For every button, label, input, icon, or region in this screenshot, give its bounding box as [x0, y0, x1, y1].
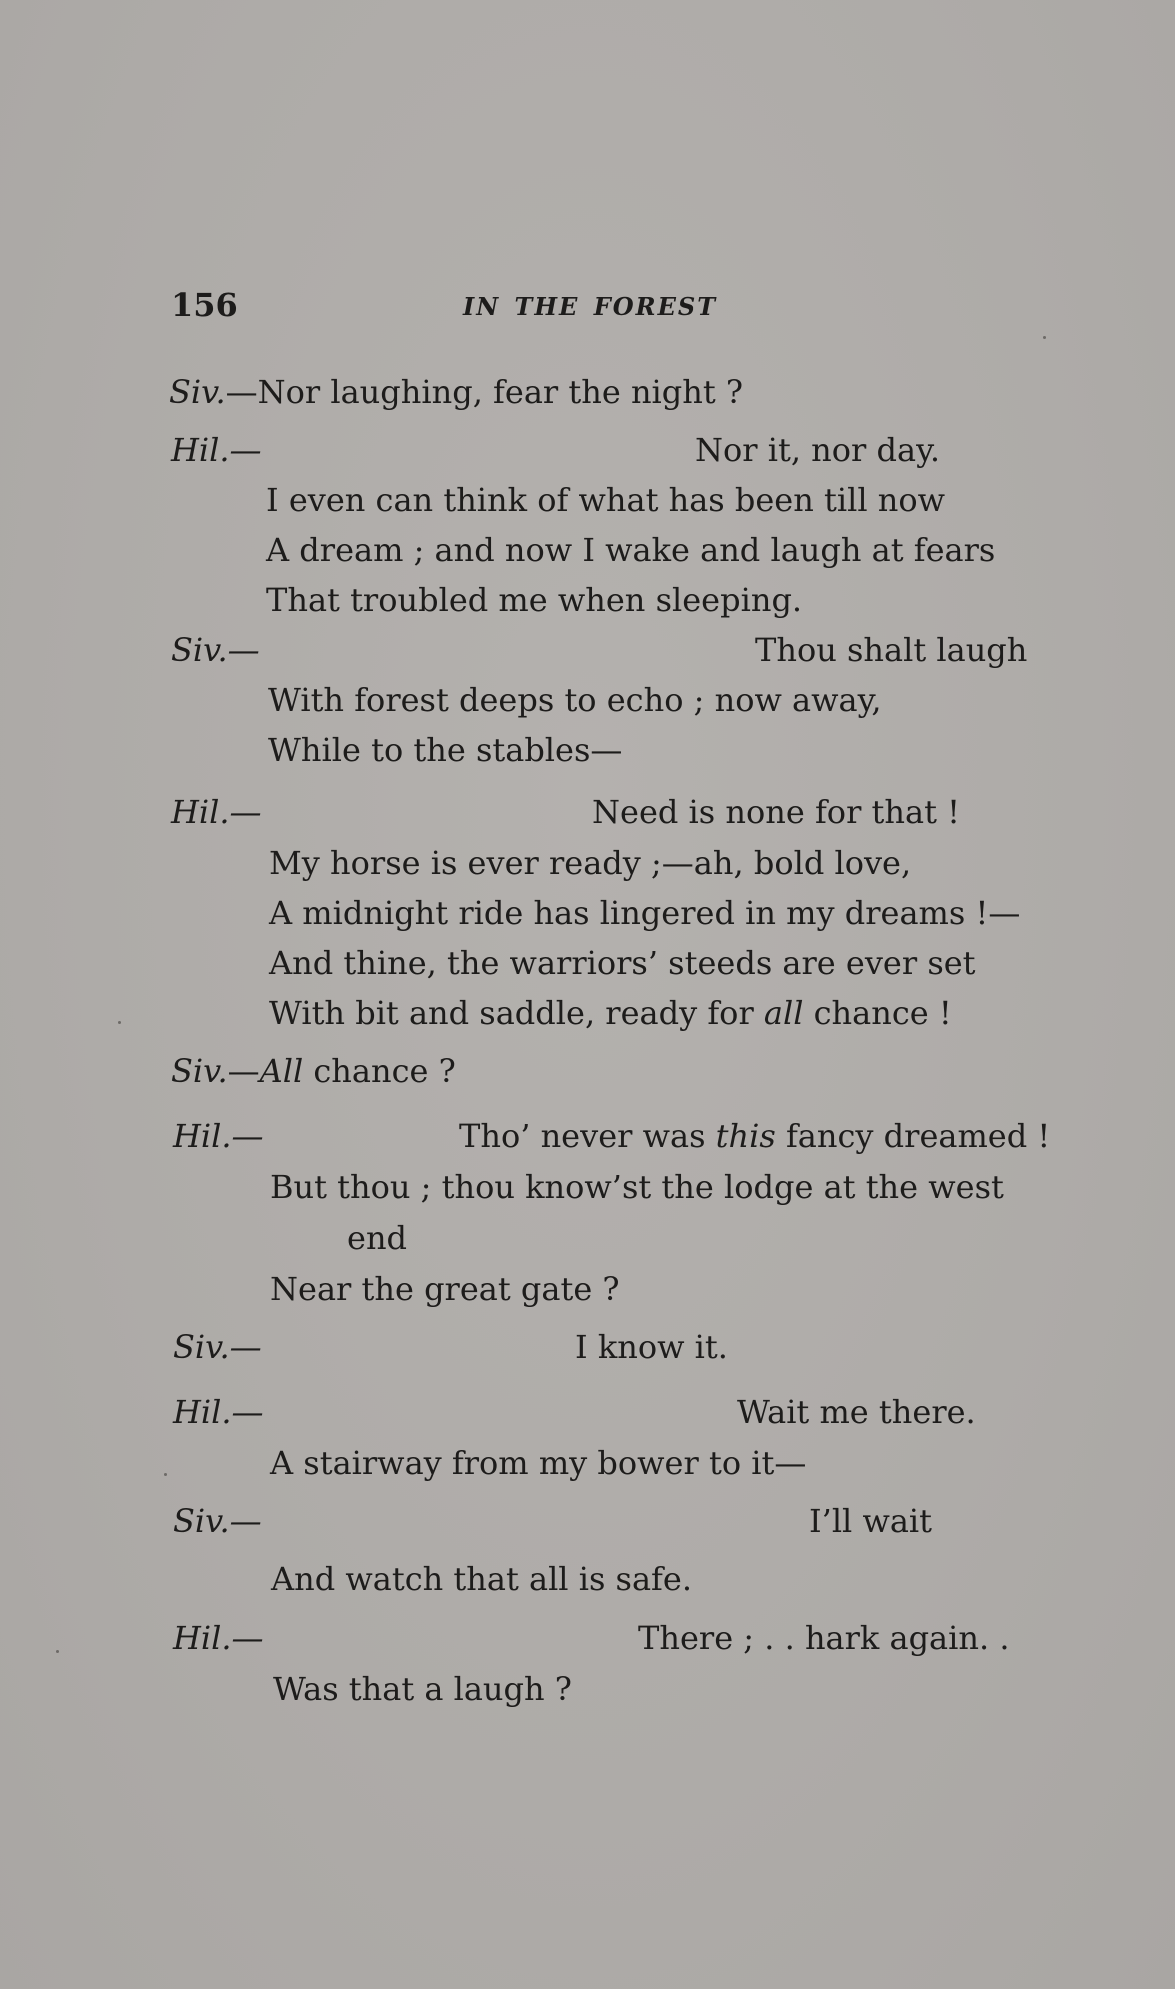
speaker-label: Hil.—	[173, 1393, 264, 1431]
verse-text: A dream ; and now I wake and laugh at fears	[266, 531, 996, 569]
verse-text: fancy dreamed !	[775, 1117, 1051, 1155]
verse-text: I’ll wait	[809, 1502, 933, 1540]
verse-text: Wait me there.	[737, 1393, 976, 1431]
verse-text: My horse is ever ready ;—ah, bold love,	[269, 844, 912, 882]
speaker-label: Hil.—	[171, 793, 262, 831]
emphasis-text: this	[715, 1117, 776, 1155]
verse-text: That troubled me when sleeping.	[266, 581, 803, 619]
speaker-label: Siv.	[169, 373, 226, 411]
paper-speck	[1043, 336, 1046, 339]
verse-text: While to the stables—	[268, 731, 623, 769]
paper-speck	[118, 1021, 121, 1024]
running-head: IN THE FOREST	[463, 292, 718, 321]
speaker-label: Siv.—	[173, 1328, 262, 1366]
verse-text: Nor it, nor day.	[695, 431, 941, 469]
page-number: 156	[171, 286, 238, 324]
verse-text: With bit and saddle, ready for	[269, 994, 764, 1032]
verse-text: I know it.	[575, 1328, 728, 1366]
verse-text: chance !	[803, 994, 952, 1032]
verse-text: Was that a laugh ?	[273, 1670, 572, 1708]
paper-speck	[56, 1650, 59, 1653]
speaker-label: Hil.—	[173, 1619, 264, 1657]
verse-text: There ; . . hark again. .	[638, 1619, 1010, 1657]
emphasis-text: all	[763, 994, 804, 1032]
verse-text: end	[347, 1219, 408, 1257]
verse-line	[269, 993, 952, 1033]
verse-text: And thine, the warriors’ steeds are ever set	[269, 944, 976, 982]
verse-line	[169, 372, 743, 412]
verse-text: Need is none for that !	[592, 793, 960, 831]
speaker-label: Siv.—	[171, 631, 260, 669]
speaker-label: Siv.—	[173, 1502, 262, 1540]
verse-text: Tho’ never was	[459, 1117, 716, 1155]
verse-text: I even can think of what has been till now	[266, 481, 946, 519]
verse-text: But thou ; thou know’st the lodge at the west	[270, 1168, 1004, 1206]
verse-line	[171, 1051, 456, 1091]
speaker-label: Siv.	[171, 1052, 228, 1090]
speaker-label: Hil.—	[171, 431, 262, 469]
verse-text: A stairway from my bower to it—	[270, 1444, 807, 1482]
verse-text: Thou shalt laugh	[755, 631, 1028, 669]
verse-text: Near the great gate ?	[270, 1270, 620, 1308]
verse-text: —Nor laughing, fear the night ?	[225, 373, 744, 411]
verse-text: chance ?	[303, 1052, 456, 1090]
emphasis-text: All	[259, 1052, 304, 1090]
verse-text: With forest deeps to echo ; now away,	[268, 681, 882, 719]
verse-line	[459, 1116, 1050, 1156]
paper-speck	[164, 1473, 167, 1476]
verse-text: And watch that all is safe.	[271, 1560, 692, 1598]
verse-text: —	[227, 1052, 260, 1090]
verse-text: A midnight ride has lingered in my dreams !—	[269, 894, 1021, 932]
speaker-label: Hil.—	[173, 1117, 264, 1155]
